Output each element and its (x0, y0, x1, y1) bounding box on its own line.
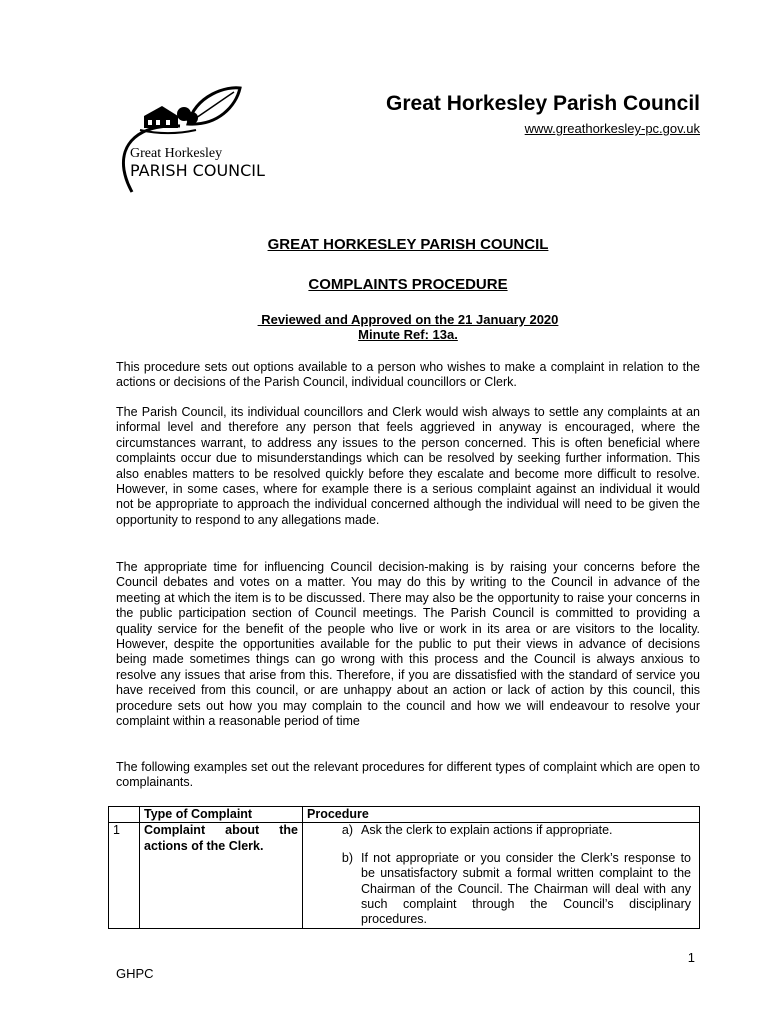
header-num (109, 807, 140, 823)
header-type: Type of Complaint (140, 807, 303, 823)
document-title: GREAT HORKESLEY PARISH COUNCIL (267, 236, 549, 253)
complaints-table (108, 806, 700, 929)
logo-graphic (118, 84, 314, 200)
step-text: If not appropriate or you consider the Clerk’s response to be unsatisfactory submit a formal written complaint to the Chairman of the Council. The Chairman will deal with any such complaint through the Council’s disciplinary procedures. (361, 850, 691, 927)
procedure-cell (303, 823, 700, 928)
minute-reference: Minute Ref: 13a. (358, 327, 458, 342)
paragraph: This procedure sets out options available to a person who wishes to make a complaint in relation to the actions or decisions of the Parish Council, individual councillors or Clerk. (116, 360, 700, 390)
paragraph: The following examples set out the relevant procedures for different types of complaint which are open to complainants. (116, 760, 700, 790)
procedure-step (307, 851, 695, 928)
footer-label: GHPC (116, 966, 154, 981)
row-num: 1 (109, 823, 140, 928)
table-row (109, 823, 700, 928)
document-subtitle: COMPLAINTS PROCEDURE (308, 276, 508, 293)
header-procedure: Procedure (303, 807, 700, 823)
website-link[interactable]: www.greathorkesley-pc.gov.uk (524, 121, 700, 136)
paragraph: The Parish Council, its individual councillors and Clerk would wish always to settle any complaints at an informal level and therefore any person that feels aggrieved in anyway is encouraged, where the circumstances warrant, to address any issues to the person concerned. This is often beneficial where complaints occur due to misunderstandings which can be resolved by seeking further information. This also enables matters to be resolved quickly before they escalate and become more difficult to resolve. However, in some cases, where for example there is a serious complaint against an individual it would not be appropriate to approach the individual concerned although the individual will need to be given the opportunity to respond to any allegations made. (116, 405, 700, 527)
step-label: a) (341, 823, 353, 838)
header-title: Great Horkesley Parish Council (386, 92, 700, 115)
logo-line-2: PARISH COUNCIL (130, 161, 265, 180)
reviewed-date: Reviewed and Approved on the 21 January 2020 (257, 312, 559, 327)
step-label: b) (341, 850, 353, 865)
procedure-step (307, 823, 695, 838)
step-text: Ask the clerk to explain actions if appropriate. (361, 823, 613, 838)
table-header-row (109, 807, 700, 823)
parish-council-logo (118, 84, 314, 200)
complaint-type: Complaint about the actions of the Clerk. (140, 823, 303, 928)
logo-line-1: Great Horkesley (130, 146, 223, 161)
paragraph: The appropriate time for influencing Council decision-making is by raising your concerns before the Council debates and votes on a matter. You may do this by writing to the Council in advance of the meeting at which the item is to be discussed. There may also be the opportunity to raise your concerns in the public participation section of Council meetings. The Parish Council is committed to providing a quality service for the benefit of the people who live or work in its area or are visitors to the locality. However, despite the opportunities available for the public to put their views in advance of decisions being made sometimes things can go wrong with this process and the Council is always anxious to resolve any issues that arise from this. Therefore, if you are dissatisfied with the standard of service you have received from this council, or are unhappy about an action or lack of action by this council, this procedure sets out how you may complain to the council and how we will endeavour to resolve your complaint within a reasonable period of time (116, 560, 700, 729)
page-number: 1 (687, 950, 695, 965)
